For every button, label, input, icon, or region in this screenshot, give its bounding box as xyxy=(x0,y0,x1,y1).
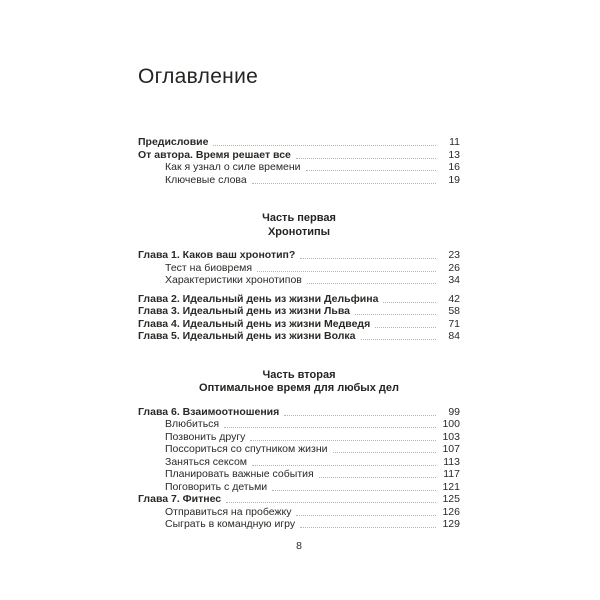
dot-leader xyxy=(319,477,436,478)
toc-entry-page: 42 xyxy=(448,292,460,305)
toc-entry-label: От автора. Время решает все xyxy=(138,148,291,161)
toc-entry-page: 13 xyxy=(448,148,460,161)
toc-entry-label: Глава 3. Идеальный день из жизни Льва xyxy=(138,305,351,317)
toc-entry-label: Отправиться на пробежку xyxy=(165,505,292,518)
toc-entry-label: Тест на биовремя xyxy=(165,261,253,274)
part-heading-line: Оптимальное время для любых дел xyxy=(199,382,399,394)
toc-entry xyxy=(138,293,460,306)
toc-group xyxy=(138,293,460,343)
toc-entry xyxy=(138,493,460,506)
toc-entry xyxy=(138,305,460,318)
toc-entry-page: 103 xyxy=(442,430,460,443)
toc-entry-page: 99 xyxy=(448,405,460,418)
toc-entry-label: Поговорить с детьми xyxy=(165,480,268,493)
toc-entry-page: 129 xyxy=(442,518,460,530)
toc-entry xyxy=(138,149,460,162)
dot-leader xyxy=(333,452,436,453)
part-heading xyxy=(138,369,460,396)
toc-entry xyxy=(138,406,460,419)
part-heading-line: Хронотипы xyxy=(267,225,331,238)
toc-entry xyxy=(138,481,460,494)
toc-entry-label: Глава 5. Идеальный день из жизни Волка xyxy=(138,330,356,342)
toc-entry-page: 125 xyxy=(442,493,460,505)
toc-entry-page: 100 xyxy=(442,418,460,430)
toc xyxy=(138,136,460,531)
dot-leader xyxy=(361,339,436,340)
toc-entry-label: Предисловие xyxy=(138,136,209,148)
toc-group xyxy=(138,406,460,531)
toc-entry xyxy=(138,506,460,519)
toc-entry xyxy=(138,518,460,531)
part-heading-line: Часть первая xyxy=(262,212,336,224)
dot-leader xyxy=(213,145,436,146)
folio-page-number: 8 xyxy=(296,539,302,552)
toc-entry xyxy=(138,136,460,149)
toc-entry-label: Глава 4. Идеальный день из жизни Медведя xyxy=(138,317,371,330)
dot-leader xyxy=(296,515,436,516)
toc-entry xyxy=(138,274,460,287)
toc-entry-page: 58 xyxy=(448,305,460,317)
toc-entry xyxy=(138,262,460,275)
dot-leader xyxy=(250,440,436,441)
toc-entry-page: 84 xyxy=(448,330,460,342)
toc-entry xyxy=(138,468,460,481)
dot-leader xyxy=(307,283,436,284)
toc-entry-page: 107 xyxy=(442,443,460,455)
toc-entry-label: Характеристики хронотипов xyxy=(165,274,302,286)
dot-leader xyxy=(375,327,436,328)
dot-leader xyxy=(272,490,436,491)
toc-group xyxy=(138,136,460,186)
toc-entry-label: Поссориться со спутником жизни xyxy=(165,443,328,455)
toc-entry-label: Сыграть в командную игру xyxy=(165,518,296,530)
page-content xyxy=(138,0,460,552)
toc-entry xyxy=(138,431,460,444)
toc-entry-label: Глава 1. Каков ваш хронотип? xyxy=(138,249,296,261)
toc-entry-label: Планировать важные события xyxy=(165,468,314,480)
toc-entry-label: Глава 7. Фитнес xyxy=(138,493,222,505)
toc-entry-page: 26 xyxy=(448,261,460,274)
toc-entry-page: 16 xyxy=(448,161,460,173)
toc-entry-page: 117 xyxy=(443,468,460,480)
toc-entry-label: Как я узнал о силе времени xyxy=(165,161,301,173)
toc-entry-page: 71 xyxy=(448,317,460,330)
toc-entry-page: 11 xyxy=(449,136,460,148)
part-heading-line: Часть вторая xyxy=(262,368,336,381)
part-heading xyxy=(138,212,460,239)
toc-entry xyxy=(138,330,460,343)
toc-entry xyxy=(138,249,460,262)
dot-leader xyxy=(300,527,436,528)
toc-entry-label: Глава 6. Взаимоотношения xyxy=(138,405,280,418)
toc-entry-page: 19 xyxy=(448,173,460,186)
toc-entry-page: 34 xyxy=(448,274,460,286)
toc-entry-label: Влюбиться xyxy=(165,418,220,430)
toc-entry-page: 121 xyxy=(442,480,460,493)
dot-leader xyxy=(224,427,436,428)
toc-entry-label: Заняться сексом xyxy=(165,455,248,468)
toc-entry xyxy=(138,174,460,187)
dot-leader xyxy=(296,158,436,159)
toc-group xyxy=(138,249,460,287)
dot-leader xyxy=(306,170,436,171)
toc-entry xyxy=(138,443,460,456)
toc-entry-label: Глава 2. Идеальный день из жизни Дельфина xyxy=(138,292,379,305)
toc-entry xyxy=(138,456,460,469)
dot-leader xyxy=(284,415,436,416)
toc-entry-page: 113 xyxy=(443,455,460,468)
toc-entry xyxy=(138,418,460,431)
toc-entry xyxy=(138,318,460,331)
dot-leader xyxy=(257,271,436,272)
dot-leader xyxy=(252,183,436,184)
page-title: Оглавление xyxy=(138,65,259,88)
toc-entry-label: Позвонить другу xyxy=(165,430,246,443)
toc-entry-page: 23 xyxy=(448,249,460,261)
dot-leader xyxy=(355,314,436,315)
toc-entry xyxy=(138,161,460,174)
dot-leader xyxy=(226,502,436,503)
toc-entry-page: 126 xyxy=(442,505,460,518)
toc-entry-label: Ключевые слова xyxy=(165,173,247,186)
dot-leader xyxy=(300,258,436,259)
dot-leader xyxy=(252,465,436,466)
dot-leader xyxy=(383,302,436,303)
